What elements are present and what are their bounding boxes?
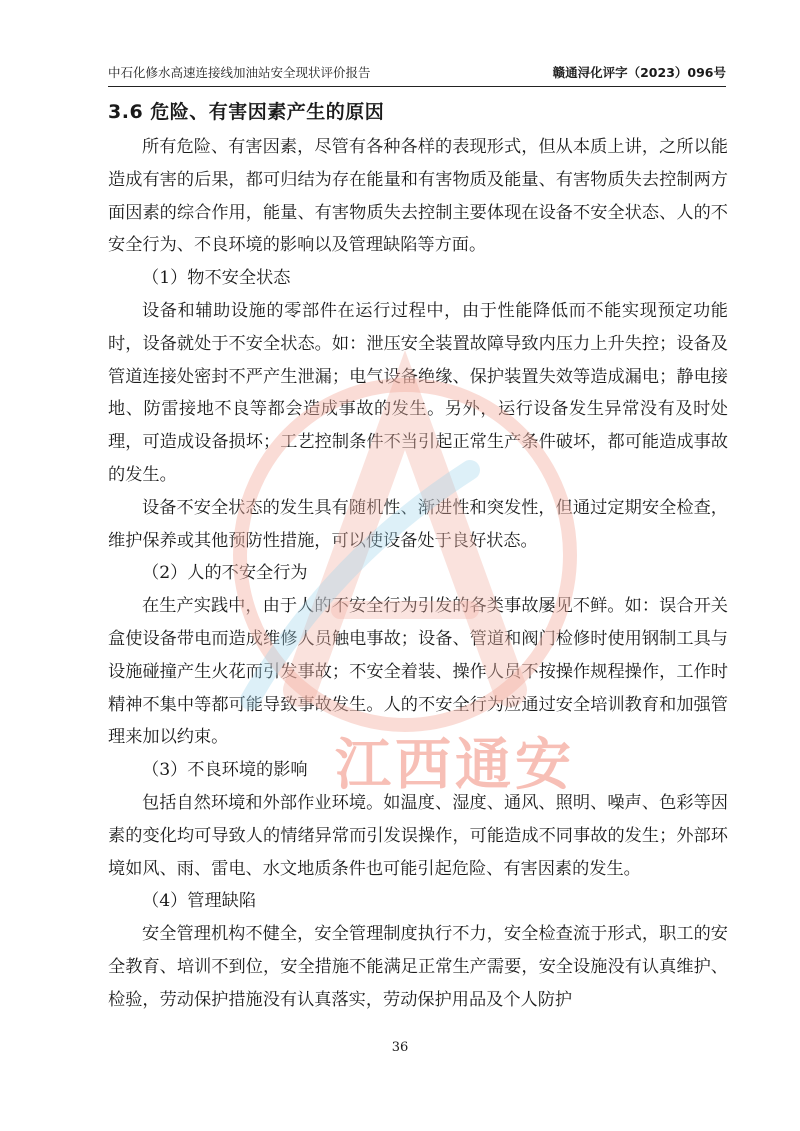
page-number: 36 (391, 1040, 409, 1055)
subheading-management-defects: （4）管理缺陷 (142, 891, 257, 912)
paragraph-unsafe-behavior: 在生产实践中，由于人的不安全行为引发的各类事故屡见不鲜。如：误合开关盒使设备带电而造成维修人员触电事故；设备、管道和阀门检修时使用钢制工具与设施碰撞产生火花而引发事故；不安全着装、操作人员不按操作规程操作，工作时精神不集中等都可能导致事故发生。人的不安全行为应通过安全培训教育和加强管理来加以约束。 (108, 596, 728, 748)
subheading-unsafe-behavior: （2）人的不安全行为 (142, 563, 308, 584)
paragraph-intro: 所有危险、有害因素，尽管有各种各样的表现形式，但从本质上讲，之所以能造成有害的后果，都可归结为存在能量和有害物质及能量、有害物质失去控制两方面因素的综合作用，能量、有害物质失去控制主要体现在设备不安全状态、人的不安全行为、不良环境的影响以及管理缺陷等方面。 (108, 137, 728, 256)
paragraph-management-defects: 安全管理机构不健全，安全管理制度执行不力，安全检查流于形式，职工的安全教育、培训不到位，安全措施不能满足正常生产需要，安全设施没有认真维护、检验，劳动保护措施没有认真落实，劳动保护用品及个人防护 (108, 924, 728, 1010)
paragraph-unsafe-state-prevention: 设备不安全状态的发生具有随机性、渐进性和突发性，但通过定期安全检查，维护保养或其他预防性措施，可以使设备处于良好状态。 (108, 497, 728, 551)
paragraph-unsafe-state: 设备和辅助设施的零部件在运行过程中，由于性能降低而不能实现预定功能时，设备就处于不安全状态。如：泄压安全装置故障导致内压力上升失控；设备及管道连接处密封不严产生泄漏；电气设备绝缘、保护装置失效等造成漏电；静电接地、防雷接地不良等都会造成事故的发生。另外，运行设备发生异常没有及时处理，可造成设备损坏；工艺控制条件不当引起正常生产条件破坏，都可能造成事故的发生。 (108, 300, 728, 485)
header-report-title: 中石化修水高速连接线加油站安全现状评价报告 (108, 65, 371, 80)
subheading-unsafe-state: （1）物不安全状态 (142, 268, 291, 289)
body-text (108, 131, 728, 1017)
section-title: 3.6 危险、有害因素产生的原因 (108, 101, 385, 123)
header-document-number: 赣通浔化评字（2023）096号 (552, 65, 726, 80)
subheading-bad-environment: （3）不良环境的影响 (142, 760, 308, 781)
page-header (108, 62, 726, 87)
watermark-text: 江西通安 (335, 733, 575, 798)
paragraph-bad-environment: 包括自然环境和外部作业环境。如温度、湿度、通风、照明、噪声、色彩等因素的变化均可导致人的情绪异常而引发误操作，可能造成不同事故的发生；外部环境如风、雨、雷电、水文地质条件也可能引起危险、有害因素的发生。 (108, 792, 728, 879)
